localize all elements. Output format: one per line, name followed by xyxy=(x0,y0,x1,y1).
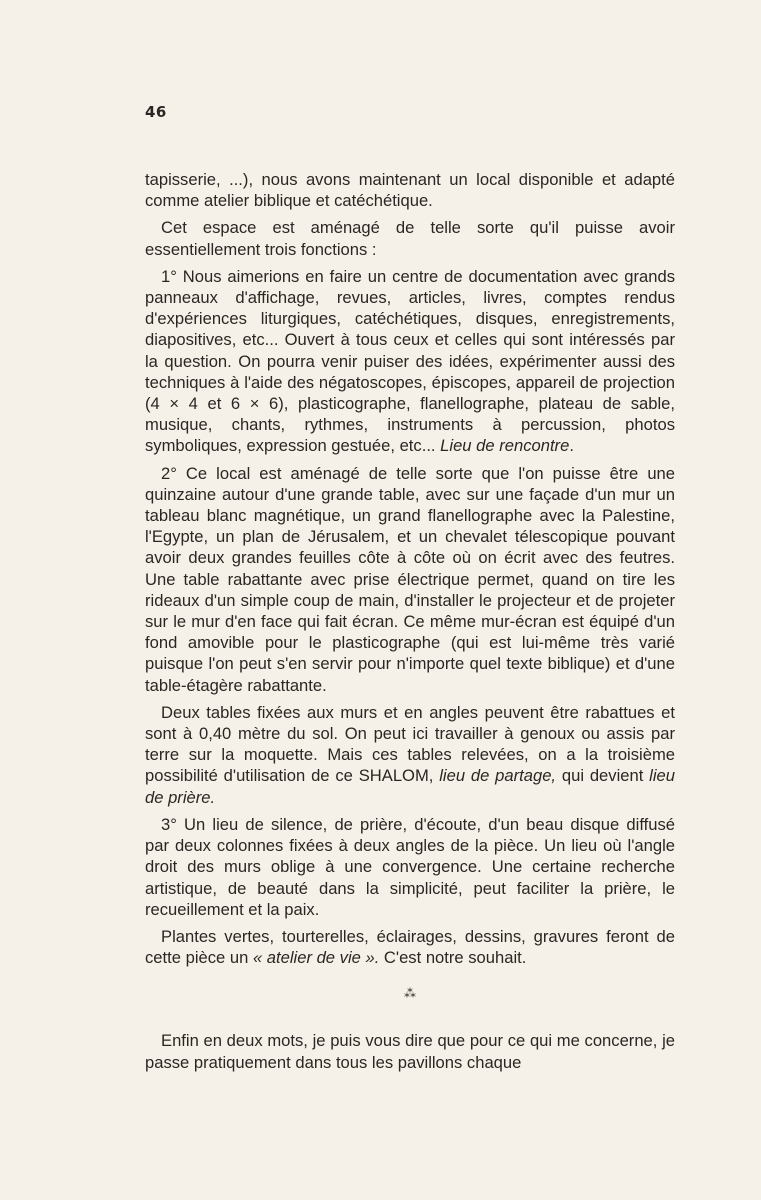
paragraph xyxy=(145,1030,675,1072)
text-run: . xyxy=(569,436,574,456)
paragraph xyxy=(145,169,675,211)
text-run: 3° Un lieu de silence, de prière, d'écoute, d'un beau disque diffusé par deux colonnes fixées à deux angles de la pièce. Un lieu où l'angle droit des murs oblige à une convergence. Une certaine recherche artistique, de beauté dans la simplicité, peut faciliter la prière, le recueillement et la paix. xyxy=(145,814,675,919)
text-run: Cet espace est aménagé de telle sorte qu'il puisse avoir essentiellement trois fonctions : xyxy=(145,218,675,259)
text-run: Enfin en deux mots, je puis vous dire que pour ce qui me concerne, je passe pratiquement dans tous les pavillons chaque xyxy=(145,1031,675,1072)
page-number: 46 xyxy=(145,103,167,121)
italic-phrase: lieu de partage, xyxy=(439,766,557,786)
text-run: C'est notre souhait. xyxy=(379,948,527,968)
text-run: 1° Nous aimerions en faire un centre de documentation avec grands panneaux d'affichage, revues, articles, livres, comptes rendus d'expériences liturgiques, catéchétiques, disques, enregistrements, diapositives, etc... Ouvert à tous ceux et celles qui sont intéressés par la question. On pourra venir puiser des idées, expérimenter aussi des techniques à l'aide des négatoscopes, épiscopes, appareil de projection (4 × 4 et 6 × 6), plasticographe, flanellographe, plateau de sable, musique, chants, rythmes, instruments à percussion, photos symboliques, expression gestuée, etc... xyxy=(145,266,675,456)
section-ornament xyxy=(145,990,675,1000)
paragraph xyxy=(145,463,675,696)
text-run: tapisserie, ...), nous avons maintenant un local disponible et adapté comme atelier biblique et catéchétique. xyxy=(145,170,675,211)
paragraph xyxy=(145,217,675,259)
paragraph xyxy=(145,926,675,968)
paragraph xyxy=(145,702,675,808)
text-run: 2° Ce local est aménagé de telle sorte que l'on puisse être une quinzaine autour d'une grande table, avec sur une façade d'un mur un tableau blanc magnétique, un grand flanellographe avec la Palestine, l'Egypte, un plan de Jérusalem, et un chevalet télescopique pouvant avoir deux grandes feuilles côte à côte où on écrit avec des feutres. Une table rabattante avec prise électrique permet, quand on tire les rideaux d'un simple coup de main, d'installer le projecteur et de projeter sur le mur d'en face qui fait écran. Ce même mur-écran est équipé d'un fond amovible pour le plasticographe (qui est lui-même très varié puisque l'on peut s'en servir pour n'importe quel texte biblique) et d'une table-étagère rabattante. xyxy=(145,463,675,695)
text-run: Plantes vertes, tourterelles, éclairages, dessins, gravures feront de cette pièce un xyxy=(145,926,675,968)
paragraph xyxy=(145,814,675,920)
ornament-glyph: ⁂ xyxy=(404,988,416,1002)
text-run: qui devient xyxy=(556,766,650,786)
italic-phrase: lieu de prière. xyxy=(145,766,676,807)
italic-phrase: Lieu de rencontre xyxy=(440,436,570,456)
text-run: Deux tables fixées aux murs et en angles peuvent être rabattues et sont à 0,40 mètre du sol. On peut ici travailler à genoux ou assis par terre sur la moquette. Mais ces tables relevées, on a la troisième possibilité d'utilisation de ce SHALOM, xyxy=(145,702,675,786)
italic-phrase: « atelier de vie ». xyxy=(252,948,380,968)
body-text xyxy=(145,169,675,1079)
paragraph xyxy=(145,266,675,457)
